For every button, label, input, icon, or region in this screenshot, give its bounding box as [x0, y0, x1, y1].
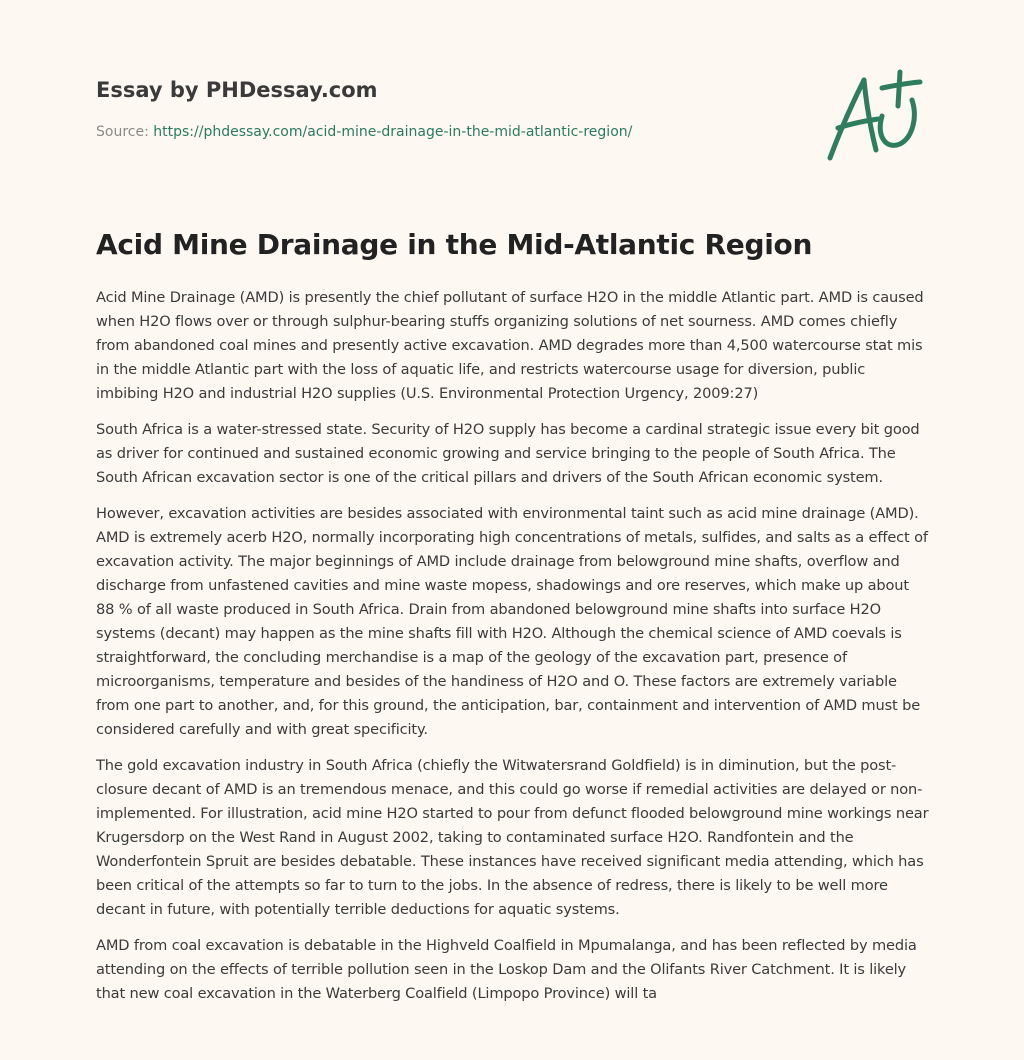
essay-paragraph: Acid Mine Drainage (AMD) is presently the chief pollutant of surface H2O in the middle Atlantic part. AMD is caused when H2O flows over or through sulphur-bearing stuffs organizing solutions of net sourness. AMD comes chiefly from abandoned coal mines and presently active excavation. AMD degrades more than 4,500 watercourse stat mis in the middle Atlantic part with the loss of aquatic life, and restricts watercourse usage for diversion, public imbibing H2O and industrial H2O supplies (U.S. Environmental Protection Urgency, 2009:27) [96, 289, 924, 402]
source-link[interactable]: https://phdessay.com/acid-mine-drainage-in-the-mid-atlantic-region/ [153, 124, 633, 140]
site-title: Essay by PHDessay.com [96, 78, 378, 102]
source-label: Source: [96, 124, 154, 140]
source-line [96, 122, 796, 142]
essay-header [96, 76, 796, 142]
essay-paragraph: AMD from coal excavation is debatable in the Highveld Coalfield in Mpumalanga, and has been reflected by media attending on the effects of terrible pollution seen in the Loskop Dam and the Olifants River Catchment. It is likely that new coal excavation in the Waterberg Coalfield (Limpopo Province) will ta [96, 937, 917, 1002]
essay-paragraph: South Africa is a water-stressed state. Security of H2O supply has become a cardinal strategic issue every bit good as driver for continued and sustained economic growing and service bringing to the people of South Africa. The South African excavation sector is one of the critical pillars and drivers of the South African economic system. [96, 421, 920, 486]
essay-title: Acid Mine Drainage in the Mid-Atlantic Region [96, 228, 813, 261]
essay-paragraph: However, excavation activities are besides associated with environmental taint such as acid mine drainage (AMD). AMD is extremely acerb H2O, normally incorporating high concentrations of metals, sulfides, and salts as a effect of excavation activity. The major beginnings of AMD include drainage from belowground mine shafts, overflow and discharge from unfastened cavities and mine waste mopess, shadowings and ore reserves, which make up about 88 % of all waste produced in South Africa. Drain from abandoned belowground mine shafts into surface H2O systems (decant) may happen as the mine shafts fill with H2O. Although the chemical science of AMD coevals is straightforward, the concluding merchandise is a map of the geology of the excavation part, presence of microorganisms, temperature and besides of the handiness of H2O and O. These factors are extremely variable from one part to another, and, for this ground, the anticipation, bar, containment and intervention of AMD must be considered carefully and with great specificity. [96, 505, 928, 738]
a-plus-grade-icon [820, 66, 930, 166]
essay-paragraph: The gold excavation industry in South Africa (chiefly the Witwatersrand Goldfield) is in diminution, but the post-closure decant of AMD is an tremendous menace, and this could go worse if remedial activities are delayed or non-implemented. For illustration, acid mine H2O started to pour from defunct flooded belowground mine workings near Krugersdorp on the West Rand in August 2002, taking to contaminated surface H2O. Randfontein and the Wonderfontein Spruit are besides debatable. These instances have received significant media attending, which has been critical of the attempts so far to turn to the jobs. In the absence of redress, there is likely to be well more decant in future, with potentially terrible deductions for aquatic systems. [96, 757, 929, 918]
essay-body [96, 286, 930, 1046]
